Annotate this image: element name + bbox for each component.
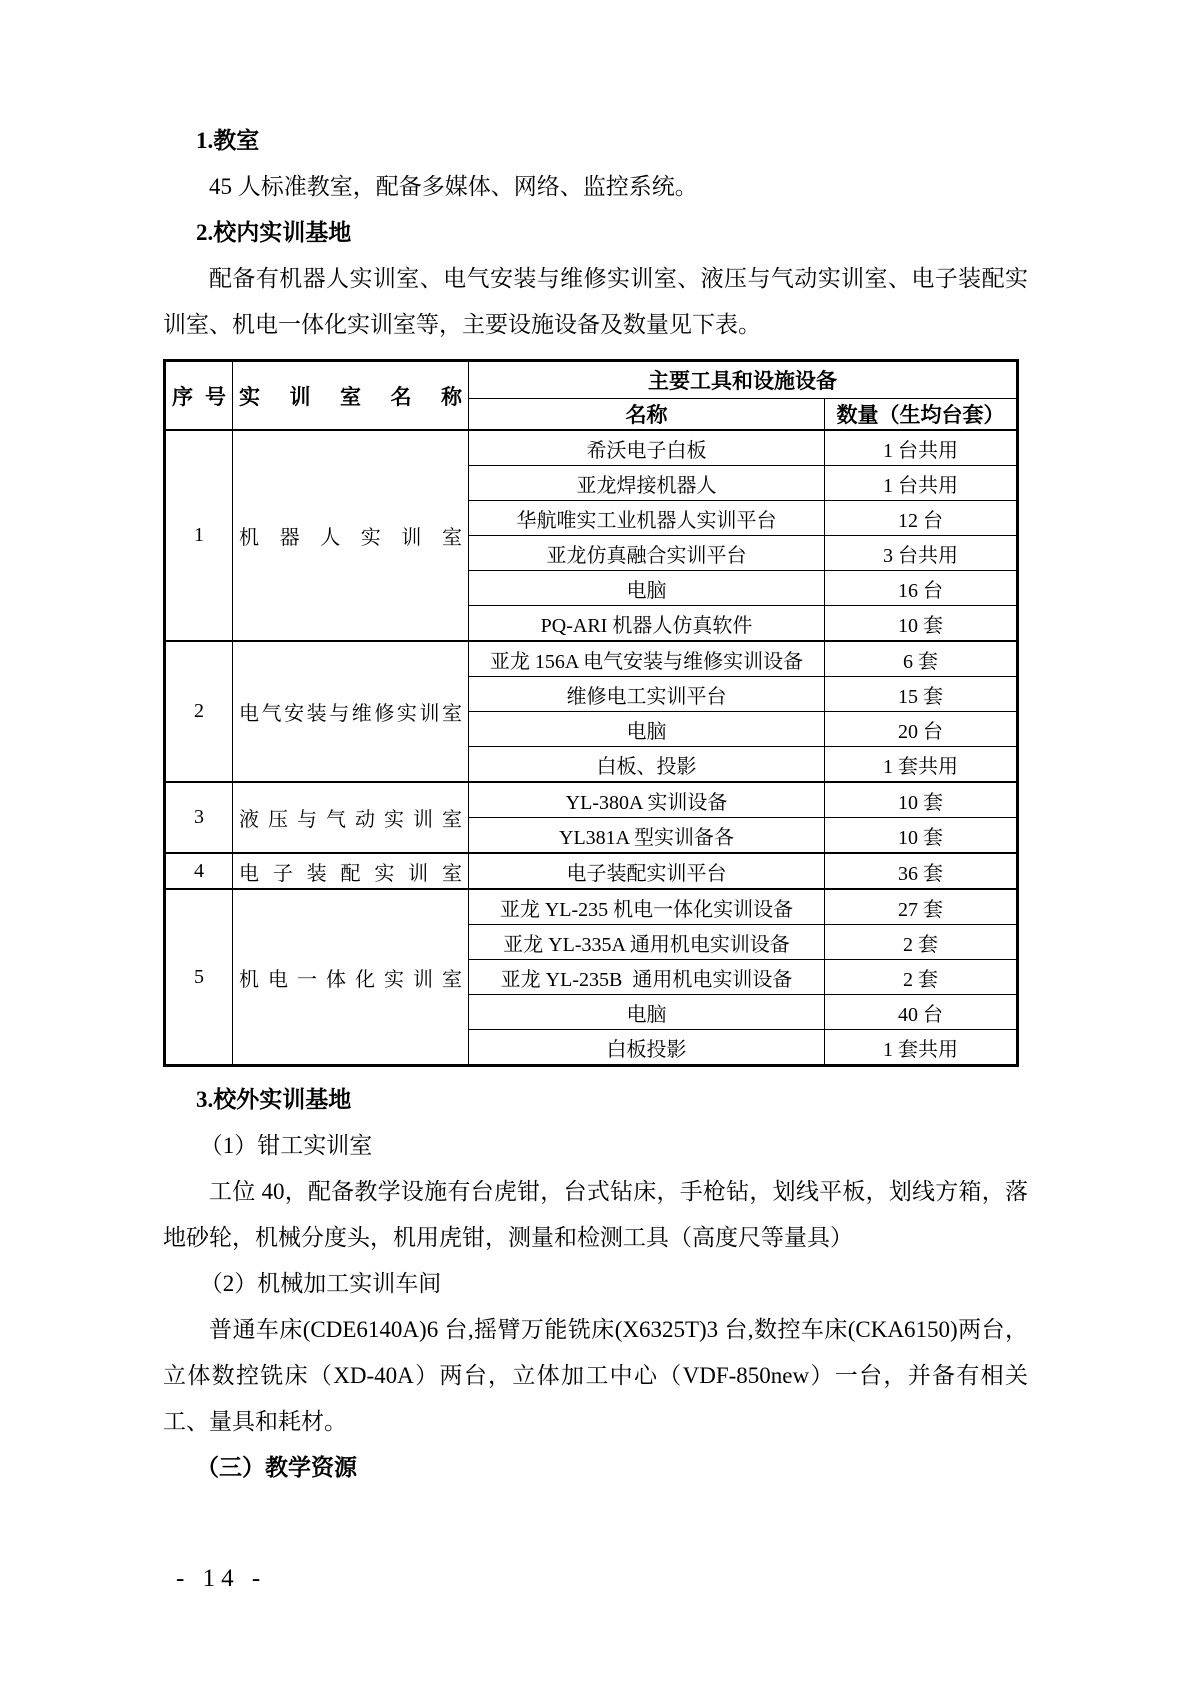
- equipment-name-cell: 电脑: [469, 995, 825, 1030]
- table-row: [165, 641, 1018, 677]
- equipment-table: [163, 359, 1019, 1067]
- equipment-qty-cell: 1 套共用: [825, 1030, 1018, 1066]
- paragraph-fitter-room: 工位 40，配备教学设施有台虎钳，台式钻床，手枪钻，划线平板，划线方箱，落地砂轮，机械分度头，机用虎钳，测量和检测工具（高度尺等量具）: [163, 1179, 1028, 1250]
- page-number: - 14 -: [176, 1565, 267, 1592]
- row-group-room-name: 电子装配实训室: [233, 853, 469, 889]
- subitem-machining-workshop: （2）机械加工实训车间: [199, 1271, 442, 1296]
- equipment-qty-cell: 1 台共用: [825, 466, 1018, 501]
- equipment-name-cell: 亚龙 YL-335A 通用机电实训设备: [469, 925, 825, 960]
- equipment-qty-cell: 15 套: [825, 677, 1018, 712]
- equipment-name-cell: 白板、投影: [469, 747, 825, 783]
- subitem-fitter-room: （1）钳工实训室: [199, 1133, 373, 1158]
- column-header-name: 名称: [469, 399, 825, 431]
- equipment-name-cell: 华航唯实工业机器人实训平台: [469, 501, 825, 536]
- equipment-qty-cell: 27 套: [825, 889, 1018, 925]
- equipment-qty-cell: 12 台: [825, 501, 1018, 536]
- heading-offcampus-training-base: 3.校外实训基地: [196, 1087, 352, 1112]
- equipment-qty-cell: 10 套: [825, 818, 1018, 854]
- equipment-qty-cell: 2 套: [825, 960, 1018, 995]
- column-header-qty: 数量（生均台套）: [825, 399, 1018, 431]
- equipment-name-cell: 电脑: [469, 712, 825, 747]
- equipment-name-cell: 希沃电子白板: [469, 430, 825, 466]
- row-group-index: 4: [165, 853, 233, 889]
- row-group-room-name: 机电一体化实训室: [233, 889, 469, 1066]
- row-group-room-name: 机器人实训室: [233, 430, 469, 641]
- table-row: [165, 853, 1018, 889]
- row-group-index: 5: [165, 889, 233, 1066]
- equipment-qty-cell: 36 套: [825, 853, 1018, 889]
- equipment-qty-cell: 1 台共用: [825, 430, 1018, 466]
- row-group-index: 1: [165, 430, 233, 641]
- paragraph-classroom: 45 人标准教室，配备多媒体、网络、监控系统。: [209, 174, 698, 199]
- row-group-index: 2: [165, 641, 233, 782]
- equipment-name-cell: 白板投影: [469, 1030, 825, 1066]
- equipment-qty-cell: 2 套: [825, 925, 1018, 960]
- equipment-qty-cell: 10 套: [825, 782, 1018, 818]
- row-group-room-name: 电气安装与维修实训室: [233, 641, 469, 782]
- equipment-name-cell: 亚龙 156A 电气安装与维修实训设备: [469, 641, 825, 677]
- table-row: [165, 889, 1018, 925]
- table-header-row-1: [165, 361, 1018, 399]
- table-row: [165, 430, 1018, 466]
- equipment-name-cell: 维修电工实训平台: [469, 677, 825, 712]
- heading-campus-training-base: 2.校内实训基地: [196, 220, 352, 245]
- equipment-name-cell: YL381A 型实训备各: [469, 818, 825, 854]
- column-header-tools: 主要工具和设施设备: [469, 361, 1018, 399]
- equipment-name-cell: PQ-ARI 机器人仿真软件: [469, 606, 825, 642]
- table-row: [165, 782, 1018, 818]
- row-group-room-name: 液压与气动实训室: [233, 782, 469, 853]
- equipment-qty-cell: 40 台: [825, 995, 1018, 1030]
- equipment-name-cell: 电脑: [469, 571, 825, 606]
- heading-teaching-resources: （三）教学资源: [196, 1455, 357, 1480]
- paragraph-machining-workshop: 普通车床(CDE6140A)6 台,摇臂万能铣床(X6325T)3 台,数控车床(CKA6150)两台，立体数控铣床（XD-40A）两台，立体加工中心（VDF-850new）一台，并备有相关工、量具和耗材。: [163, 1317, 1028, 1434]
- equipment-qty-cell: 16 台: [825, 571, 1018, 606]
- equipment-name-cell: 亚龙仿真融合实训平台: [469, 536, 825, 571]
- equipment-qty-cell: 10 套: [825, 606, 1018, 642]
- paragraph-campus-training-base: 配备有机器人实训室、电气安装与维修实训室、液压与气动实训室、电子装配实训室、机电一体化实训室等，主要设施设备及数量见下表。: [163, 266, 1028, 337]
- equipment-name-cell: 亚龙 YL-235 机电一体化实训设备: [469, 889, 825, 925]
- equipment-name-cell: 亚龙 YL-235B 通用机电实训设备: [469, 960, 825, 995]
- equipment-name-cell: 亚龙焊接机器人: [469, 466, 825, 501]
- heading-classroom: 1.教室: [196, 128, 260, 153]
- equipment-name-cell: YL-380A 实训设备: [469, 782, 825, 818]
- column-header-index: 序号: [165, 361, 233, 431]
- equipment-qty-cell: 6 套: [825, 641, 1018, 677]
- equipment-qty-cell: 1 套共用: [825, 747, 1018, 783]
- equipment-qty-cell: 3 台共用: [825, 536, 1018, 571]
- equipment-qty-cell: 20 台: [825, 712, 1018, 747]
- row-group-index: 3: [165, 782, 233, 853]
- equipment-name-cell: 电子装配实训平台: [469, 853, 825, 889]
- column-header-room: 实训室名称: [233, 361, 469, 431]
